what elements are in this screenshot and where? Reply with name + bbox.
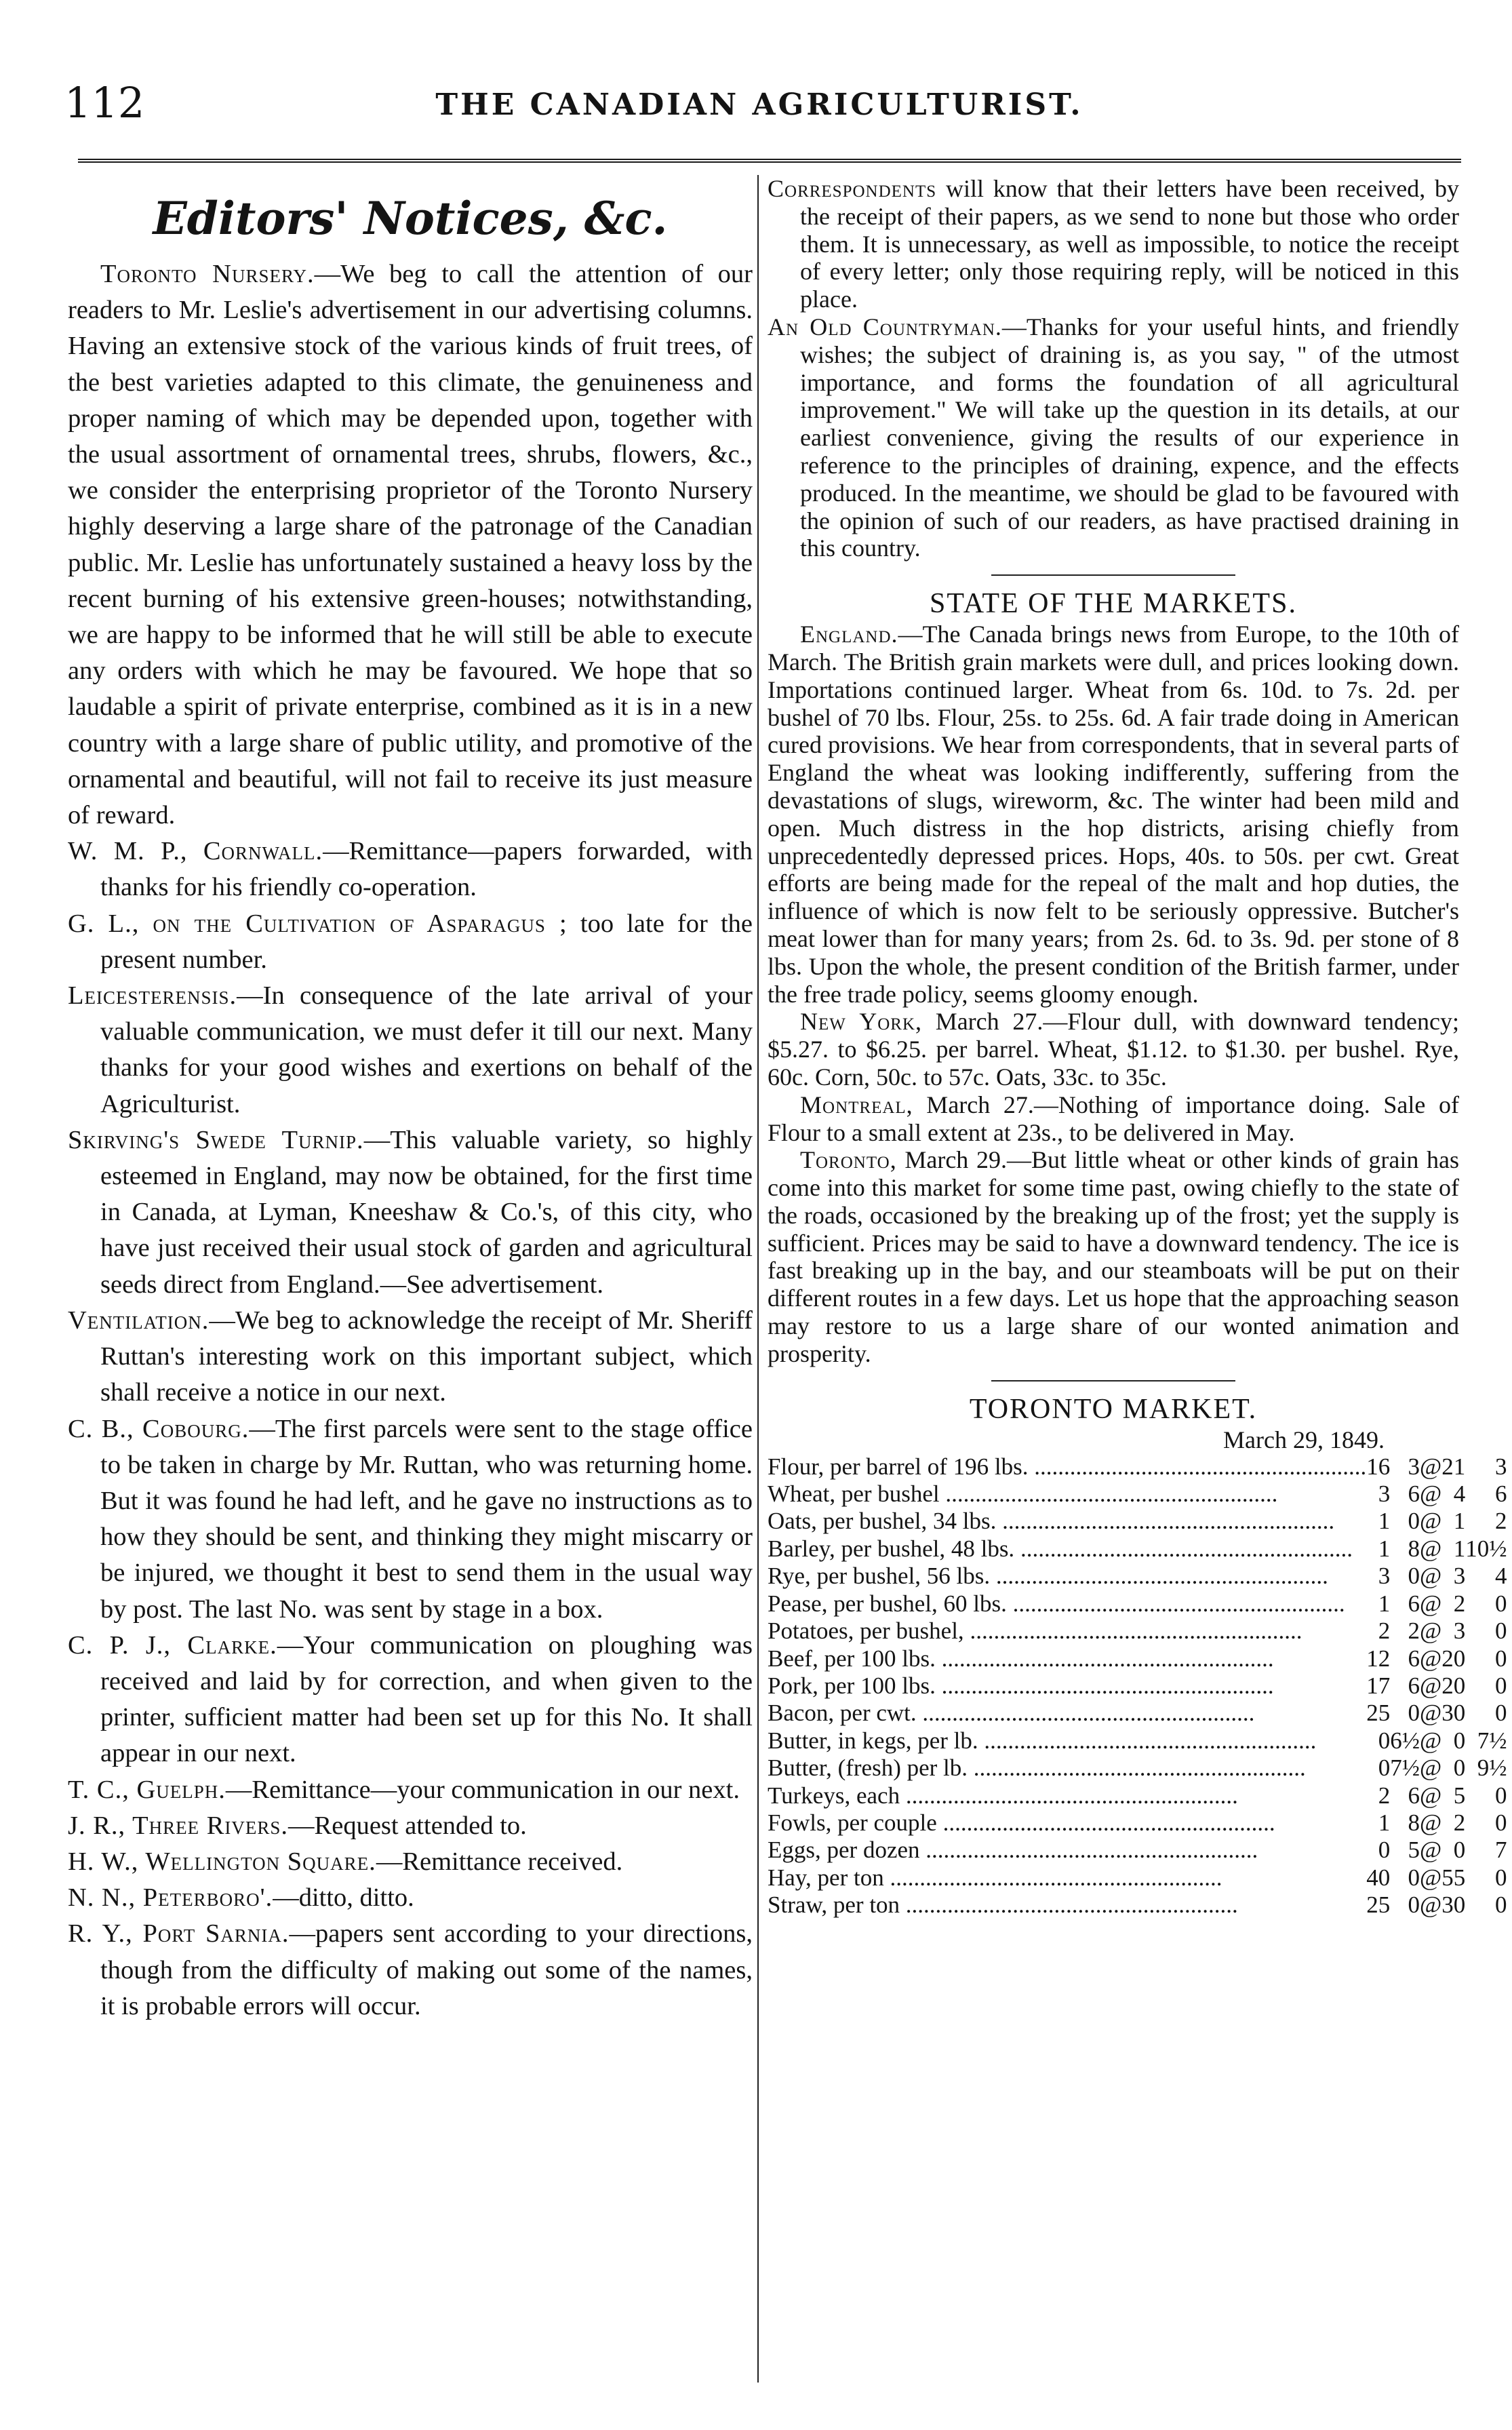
notice-text: —Remittance—papers forwarded, with thanks for his friendly co-operation. (100, 837, 753, 902)
market-text: March 27.—Flour dull, with downward tendency; $5.27. to $6.25. per barrel. Wheat, $1.12. to $1.30. per bushel. Rye, 60c. Corn, 50c. to 57c. Oats, 33c. to 35c. (768, 1008, 1459, 1091)
price-row (768, 1563, 1507, 1590)
price-low-pence: 0 (1408, 1563, 1420, 1590)
notice-entry (68, 1844, 753, 1880)
notice-lead: R. Y., Port Sarnia. (68, 1919, 290, 1948)
price-high-pence: 0 (1494, 1809, 1507, 1836)
price-row (768, 1864, 1507, 1892)
notice-entry (68, 978, 753, 1122)
price-at: @ (1420, 1672, 1442, 1699)
price-item-label: Straw, per ton ..... (768, 1892, 1238, 1918)
price-table (768, 1453, 1507, 1919)
correspondent-lead: An Old Countryman. (768, 313, 1002, 340)
price-high-shillings: 3 (1453, 1563, 1466, 1590)
left-column (68, 175, 753, 2024)
price-high-pence: 0 (1494, 1700, 1507, 1727)
price-item (768, 1727, 1366, 1755)
price-low-shillings: 1 (1378, 1809, 1391, 1836)
page-number: 112 (64, 78, 145, 128)
price-at: @ (1420, 1782, 1442, 1809)
price-at: @ (1420, 1809, 1442, 1836)
price-high-shillings: 30 (1441, 1892, 1466, 1919)
price-low-shillings: 25 (1366, 1700, 1391, 1727)
price-row (768, 1508, 1507, 1535)
price-high-shillings: 20 (1441, 1645, 1466, 1672)
price-at: @ (1420, 1535, 1442, 1562)
price-low-shillings: 2 (1378, 1782, 1391, 1809)
notice-lead: Toronto Nursery. (100, 260, 315, 288)
price-item (768, 1453, 1366, 1481)
price-item-label: Fowls, per couple ..... (768, 1809, 1275, 1836)
market-lead: Montreal, (800, 1091, 913, 1118)
price-low-shillings: 25 (1366, 1892, 1391, 1919)
price-low-pence: 6½ (1390, 1727, 1420, 1754)
price-item-label: Potatoes, per bushel, ..... (768, 1618, 1302, 1644)
price-low-shillings: 1 (1378, 1508, 1391, 1535)
price-item (768, 1618, 1366, 1645)
section-rule (991, 574, 1235, 576)
price-item (768, 1645, 1366, 1672)
notice-text: —We beg to acknowledge the receipt of Mr. Sheriff Ruttan's interesting work on this important subject, which shall receive a notice in our next. (100, 1306, 753, 1407)
price-high-shillings: 5 (1453, 1782, 1466, 1809)
price-high-shillings: 55 (1441, 1864, 1466, 1891)
price-low-shillings: 3 (1378, 1563, 1391, 1590)
price-item-label: Barley, per bushel, 48 lbs. ..... (768, 1535, 1353, 1562)
price-low-shillings: 1 (1378, 1535, 1391, 1562)
price-low-pence: 6 (1408, 1481, 1420, 1508)
price-low-pence: 0 (1408, 1864, 1420, 1891)
running-title: THE CANADIAN AGRICULTURIST. (435, 87, 1083, 122)
notice-entry (68, 1772, 753, 1808)
price-item-label: Beef, per 100 lbs. ..... (768, 1645, 1274, 1672)
price-item-label: Hay, per ton ..... (768, 1864, 1222, 1891)
notice-lead: C. B., Cobourg. (68, 1414, 250, 1443)
price-item-label: Pease, per bushel, 60 lbs. ..... (768, 1590, 1345, 1617)
notice-text: —ditto, ditto. (273, 1883, 414, 1913)
price-high-shillings: 4 (1453, 1481, 1466, 1508)
price-low-pence: 2 (1408, 1618, 1420, 1645)
toronto-market-title: TORONTO MARKET. (969, 1393, 1258, 1425)
correspondent-text: will know that their letters have been received, by the receipt of their papers, as we send to none but those who order them. It is unnecessary, as well as impossible, to notice the receipt of every letter; only those requiring reply, will be noticed in this place. (800, 175, 1459, 313)
price-row (768, 1481, 1507, 1508)
toronto-market-date: March 29, 1849. (1223, 1426, 1385, 1453)
price-row (768, 1590, 1507, 1618)
price-low-shillings: 3 (1378, 1481, 1391, 1508)
notice-text: —Request attended to. (288, 1811, 527, 1840)
notice-lead: J. R., Three Rivers. (68, 1811, 289, 1840)
notice-text: —This valuable variety, so highly esteemed in England, may now be obtained, for the first time in Canada, at Lyman, Kneeshaw & Co.'s, of this city, who have just received their usual stock of garden and agricultural seeds direct from England.—See advertisement. (100, 1125, 753, 1299)
price-low-pence: 6 (1408, 1672, 1420, 1699)
column-rule (757, 175, 759, 2383)
price-high-pence: 0 (1494, 1892, 1507, 1919)
price-low-pence: 6 (1408, 1590, 1420, 1617)
notice-entry (68, 1411, 753, 1628)
price-high-pence: 7 (1494, 1837, 1507, 1864)
price-high-pence: 10½ (1465, 1535, 1507, 1562)
price-low-shillings: 2 (1378, 1618, 1391, 1645)
price-high-pence: 0 (1494, 1672, 1507, 1699)
header-rule (78, 159, 1461, 163)
price-low-shillings: 0 (1378, 1837, 1391, 1864)
price-item-label: Pork, per 100 lbs. ..... (768, 1672, 1274, 1699)
price-low-pence: 0 (1408, 1892, 1420, 1919)
notice-entry (68, 1916, 753, 2024)
price-row (768, 1755, 1507, 1782)
price-high-shillings: 3 (1453, 1618, 1466, 1645)
notice-text: —Remittance—your communication in our next. (225, 1775, 740, 1804)
notice-entry (68, 1808, 753, 1844)
price-high-shillings: 30 (1441, 1700, 1466, 1727)
price-item-label: Flour, per barrel of 196 lbs. ..... (768, 1453, 1366, 1480)
price-item (768, 1563, 1366, 1590)
price-at: @ (1420, 1700, 1442, 1727)
price-row (768, 1535, 1507, 1563)
notice-lead: N. N., Peterboro'. (68, 1883, 273, 1913)
notice-text: —We beg to call the attention of our readers to Mr. Leslie's advertisement in our advertising columns. Having an extensive stock of the various kinds of fruit trees, of the best varieties adapted to this climate, the genuineness and proper naming of which may be depended upon, together with the usual assortment of ornamental trees, shrubs, flowers, &c., we consider the enterprising proprietor of the Toronto Nursery highly deserving a large share of the patronage of the Canadian public. Mr. Leslie has unfortunately sustained a heavy loss by the recent burning of his extensive green-houses; notwithstanding, we are happy to be informed that he will still be able to execute any orders with which he may be favoured. We hope that so laudable a spirit of private enterprise, combined as it is in a new country with a large share of public utility, and promotive of the ornamental and beautiful, will not fail to receive its just measure of reward. (68, 260, 753, 830)
price-item (768, 1590, 1366, 1618)
notice-lead: H. W., Wellington Square. (68, 1847, 376, 1876)
notice-entry (68, 256, 753, 834)
correspondent-entry (768, 313, 1459, 562)
price-at: @ (1420, 1892, 1442, 1919)
notice-text: —Your communication on ploughing was received and laid by for correction, and when given to the printer, sufficient matter had been set up for this No. It shall appear in our next. (100, 1630, 753, 1768)
page-header (64, 78, 1454, 146)
notice-lead: Skirving's Swede Turnip. (68, 1125, 364, 1154)
price-row (768, 1892, 1507, 1919)
price-at: @ (1420, 1755, 1442, 1782)
price-high-shillings: 2 (1453, 1590, 1466, 1617)
price-high-shillings: 21 (1441, 1453, 1466, 1480)
market-text: March 27.—Nothing of importance doing. Sale of Flour to a small extent at 23s., to be delivered in May. (768, 1091, 1459, 1146)
price-item (768, 1864, 1366, 1892)
price-row (768, 1672, 1507, 1700)
price-low-pence: 6 (1408, 1782, 1420, 1809)
price-item (768, 1809, 1366, 1837)
price-high-shillings: 0 (1453, 1837, 1466, 1864)
price-item-label: Eggs, per dozen ..... (768, 1837, 1258, 1863)
price-high-pence: 9½ (1477, 1755, 1507, 1782)
market-report (768, 1146, 1459, 1367)
notice-lead: C. P. J., Clarke. (68, 1630, 277, 1660)
price-high-shillings: 0 (1453, 1727, 1466, 1754)
price-low-pence: 0 (1408, 1508, 1420, 1535)
correspondent-list (768, 175, 1459, 562)
correspondent-lead: Correspondents (768, 175, 937, 202)
correspondent-entry (768, 175, 1459, 313)
price-high-pence: 4 (1494, 1563, 1507, 1590)
price-item-label: Rye, per bushel, 56 lbs. ..... (768, 1563, 1328, 1589)
price-at: @ (1420, 1481, 1442, 1508)
price-high-pence: 0 (1494, 1590, 1507, 1617)
notice-lead: Leicesterensis. (68, 981, 237, 1011)
price-item-label: Oats, per bushel, 34 lbs. ..... (768, 1508, 1334, 1534)
notice-entry (68, 1880, 753, 1916)
price-low-shillings: 1 (1378, 1590, 1391, 1617)
price-row (768, 1645, 1507, 1672)
market-lead: New York, (800, 1008, 922, 1036)
price-low-pence: 7½ (1390, 1755, 1420, 1782)
price-item-label: Butter, in kegs, per lb. ..... (768, 1727, 1316, 1754)
price-item (768, 1755, 1366, 1782)
price-row (768, 1809, 1507, 1837)
price-high-pence: 0 (1494, 1864, 1507, 1891)
notice-entry (68, 1122, 753, 1303)
price-high-shillings: 0 (1453, 1755, 1466, 1782)
price-low-shillings: 0 (1378, 1755, 1391, 1782)
price-at: @ (1420, 1508, 1442, 1535)
price-low-pence: 5 (1408, 1837, 1420, 1864)
price-at: @ (1420, 1837, 1442, 1864)
price-at: @ (1420, 1563, 1442, 1590)
price-high-shillings: 1 (1453, 1535, 1466, 1562)
markets-title: STATE OF THE MARKETS. (930, 588, 1297, 620)
price-high-pence: 6 (1494, 1481, 1507, 1508)
price-high-shillings: 2 (1453, 1809, 1466, 1836)
price-row (768, 1453, 1507, 1481)
market-text: March 29.—But little wheat or other kinds of grain has come into this market for some time past, owing chiefly to the state of the roads, occasioned by the breaking up of the frost; yet the supply is sufficient. Prices may be said to have a downward tendency. The ice is fast breaking up in the bay, and our steamboats will be put on their different routes in a few days. Let us hope that the approaching season may restore to us a large share of our wonted animation and prosperity. (768, 1146, 1459, 1367)
price-high-pence: 0 (1494, 1782, 1507, 1809)
price-item (768, 1535, 1366, 1563)
market-report (768, 1091, 1459, 1147)
correspondent-text: —Thanks for your useful hints, and friendly wishes; the subject of draining is, as you say, " of the utmost importance, and forms the foundation of all agricultural improvement." We will take up the question in its details, at our earliest convenience, giving the results of our experience in reference to the principles of draining, expence, and the effects produced. In the meantime, we should be glad to be favoured with the opinion of such of our readers, as have practised draining in this country. (800, 313, 1460, 562)
price-low-pence: 8 (1408, 1535, 1420, 1562)
price-item-label: Wheat, per bushel ..... (768, 1481, 1277, 1507)
price-at: @ (1420, 1618, 1442, 1645)
market-report (768, 1008, 1459, 1091)
price-item (768, 1508, 1366, 1535)
price-low-shillings: 12 (1366, 1645, 1391, 1672)
notice-lead: G. L., on the Cultivation of Asparagus ; (68, 909, 568, 938)
price-low-shillings: 0 (1378, 1727, 1391, 1754)
market-lead: Toronto, (800, 1146, 897, 1174)
price-item (768, 1892, 1366, 1919)
price-low-pence: 6 (1408, 1645, 1420, 1672)
price-item (768, 1700, 1366, 1727)
price-high-shillings: 1 (1453, 1508, 1466, 1535)
notice-lead: Ventilation. (68, 1306, 210, 1335)
notice-text: —The first parcels were sent to the stage office to be taken in charge by Mr. Ruttan, who was returning home. But it was found he had left, and he gave no instructions as to how they should be sent, and thinking they might miscarry or be injured, we thought it best to send them in the usual way by post. The last No. was sent by stage in a box. (100, 1414, 753, 1624)
price-high-pence: 0 (1494, 1645, 1507, 1672)
price-item-label: Turkeys, each ..... (768, 1782, 1238, 1809)
notice-lead: W. M. P., Cornwall. (68, 837, 323, 866)
price-at: @ (1420, 1645, 1442, 1672)
price-low-pence: 0 (1408, 1700, 1420, 1727)
price-low-shillings: 16 (1366, 1453, 1391, 1480)
price-high-pence: 3 (1494, 1453, 1507, 1480)
editors-notices-title: Editors' Notices, &c. (153, 192, 668, 245)
price-item-label: Butter, (fresh) per lb. ..... (768, 1755, 1306, 1781)
notice-entry (68, 834, 753, 905)
price-item (768, 1672, 1366, 1700)
notice-text: —papers sent according to your directions, though from the difficulty of making out some of the names, it is probable errors will occur. (100, 1919, 753, 2020)
price-row (768, 1837, 1507, 1864)
market-report (768, 621, 1459, 1008)
price-row (768, 1618, 1507, 1645)
price-high-pence: 0 (1494, 1618, 1507, 1645)
price-row (768, 1727, 1507, 1755)
price-low-pence: 3 (1408, 1453, 1420, 1480)
price-low-shillings: 17 (1366, 1672, 1391, 1699)
price-at: @ (1420, 1864, 1442, 1891)
price-row (768, 1782, 1507, 1809)
notice-text: —Remittance received. (376, 1847, 623, 1876)
price-high-pence: 2 (1494, 1508, 1507, 1535)
section-rule (991, 1380, 1235, 1381)
notice-text: too late for the present number. (100, 909, 753, 974)
market-reports (768, 621, 1459, 1368)
notice-lead: T. C., Guelph. (68, 1775, 226, 1804)
notice-list (68, 256, 753, 2024)
price-item-label: Bacon, per cwt. ..... (768, 1700, 1254, 1726)
price-item (768, 1481, 1366, 1508)
price-low-shillings: 40 (1366, 1864, 1391, 1891)
notice-entry (68, 906, 753, 978)
right-column (768, 175, 1507, 1919)
market-text: —The Canada brings news from Europe, to the 10th of March. The British grain markets were dull, and prices looking down. Importations continued larger. Wheat from 6s. 10d. to 7s. 2d. per bushel of 70 lbs. Flour, 25s. to 25s. 6d. A fair trade doing in American cured provisions. We hear from correspondents, that in several parts of England the wheat was looking indifferently, suffering from the devastations of slugs, wireworm, &c. The winter had been mild and open. Much distress in the hop districts, arising chiefly from unprecedentedly depressed prices. Hops, 40s. to 50s. per cwt. Great efforts are being made for the repeal of the malt and hop duties, the influence of which is now felt to be seriously oppressive. Butcher's meat lower than for many years; from 2s. 6d. to 3s. 9d. per stone of 8 lbs. Upon the whole, the present condition of the British farmer, under the free trade policy, seems gloomy enough. (768, 621, 1459, 1008)
price-at: @ (1420, 1590, 1442, 1617)
price-at: @ (1420, 1453, 1442, 1480)
price-item (768, 1782, 1366, 1809)
price-high-shillings: 20 (1441, 1672, 1466, 1699)
market-lead: England. (800, 621, 898, 648)
notice-entry (68, 1303, 753, 1411)
price-row (768, 1700, 1507, 1727)
price-at: @ (1420, 1727, 1442, 1754)
price-high-pence: 7½ (1477, 1727, 1507, 1754)
notice-entry (68, 1628, 753, 1772)
price-item (768, 1837, 1366, 1864)
notice-text: —In consequence of the late arrival of your valuable communication, we must defer it till our next. Many thanks for your good wishes and exertions on behalf of the Agriculturist. (100, 981, 753, 1118)
price-low-pence: 8 (1408, 1809, 1420, 1836)
